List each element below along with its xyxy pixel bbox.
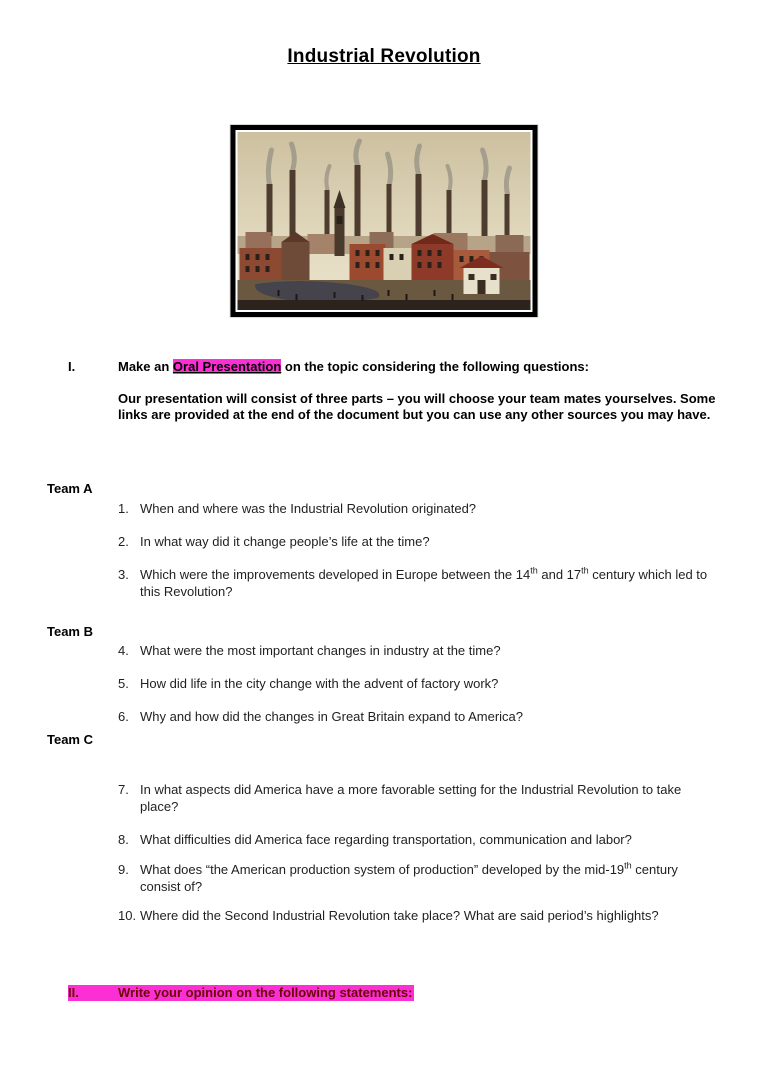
heading-highlighted-text: Oral Presentation: [172, 359, 282, 374]
page-title: Industrial Revolution: [287, 46, 481, 67]
team-b-label: Team B: [47, 624, 93, 639]
painting-mat: [236, 130, 533, 312]
section-1-heading: [118, 359, 589, 375]
team-c-label: Team C: [47, 732, 93, 747]
question-number: 9.: [118, 862, 129, 877]
question-item-2: [118, 533, 430, 550]
heading-text-pre: Make an: [118, 359, 173, 374]
question-text: How did life in the city change with the advent of factory work?: [140, 676, 499, 691]
question-number: 10.: [118, 908, 137, 923]
question-text-part: century which led to this Revolution?: [140, 567, 708, 599]
question-item-3: [118, 566, 712, 600]
question-text-part: and 17: [537, 567, 582, 582]
question-item-9: [118, 861, 712, 895]
question-text-part: Which were the improvements developed in Europe between the 14: [140, 567, 531, 582]
question-item-6: [118, 708, 523, 725]
question-item-10: [118, 907, 659, 924]
question-number: 2.: [118, 534, 129, 549]
question-text: What were the most important changes in industry at the time?: [140, 643, 501, 658]
question-number: 6.: [118, 709, 129, 724]
question-number: 1.: [118, 501, 129, 516]
question-text: When and where was the Industrial Revolution originated?: [140, 501, 477, 516]
question-item-5: [118, 675, 498, 692]
section-2-number: II.: [68, 985, 79, 1000]
question-item-8: [118, 831, 632, 848]
question-item-1: [118, 500, 476, 517]
question-number: 4.: [118, 643, 129, 658]
section-1-heading-row: [68, 359, 718, 375]
superscript-th: th: [530, 565, 538, 576]
question-text: Why and how did the changes in Great Britain expand to America?: [140, 709, 523, 724]
painting-frame: [231, 125, 538, 317]
team-a-label: Team A: [47, 481, 93, 496]
question-number: 3.: [118, 567, 129, 582]
question-item-4: [118, 642, 501, 659]
heading-text-post: on the topic considering the following questions:: [281, 359, 589, 374]
industrial-painting: [238, 132, 531, 310]
intro-paragraph: Our presentation will consist of three parts – you will choose your team mates yourselves. Some links are provided at the end of the document but you can use any other sources you may have.: [118, 391, 716, 422]
question-text-part: What does “the American production system of production” developed by the mid-19: [140, 862, 625, 877]
superscript-th: th: [581, 565, 589, 576]
section-2-heading: Write your opinion on the following statements:: [118, 985, 413, 1000]
question-text: [140, 861, 712, 895]
question-text: [140, 566, 712, 600]
question-text: In what aspects did America have a more favorable setting for the Industrial Revolution to take place?: [140, 782, 682, 814]
question-text: In what way did it change people’s life at the time?: [140, 534, 430, 549]
question-item-7: [118, 781, 712, 815]
question-number: 5.: [118, 676, 129, 691]
superscript-th: th: [624, 860, 632, 871]
question-number: 8.: [118, 832, 129, 847]
question-text-part: century consist of?: [140, 862, 678, 894]
section-2-heading-row: [68, 985, 414, 1001]
section-1-number: I.: [68, 359, 76, 374]
question-number: 7.: [118, 782, 129, 797]
question-text: What difficulties did America face regarding transportation, communication and labor?: [140, 832, 632, 847]
question-text: Where did the Second Industrial Revolution take place? What are said period’s highlights?: [140, 908, 659, 923]
